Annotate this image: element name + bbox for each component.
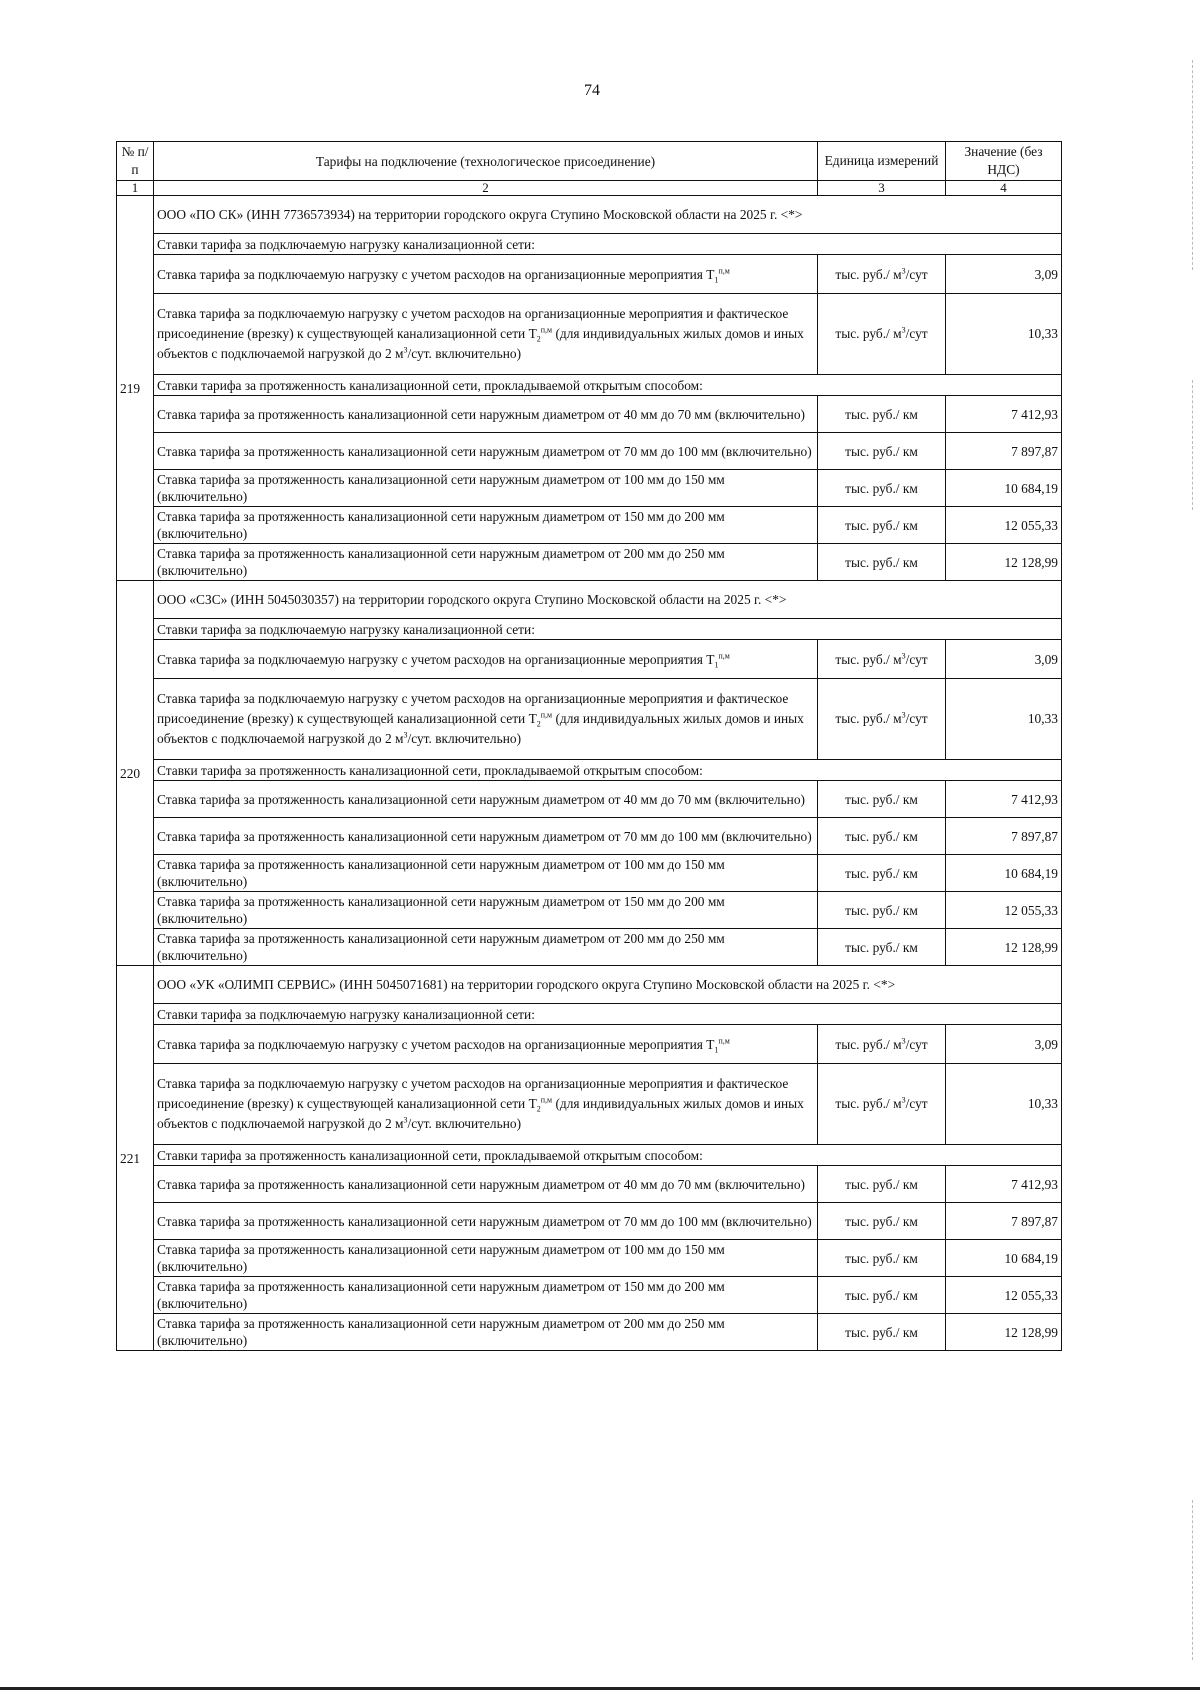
value-cell: 12 055,33: [946, 507, 1062, 544]
tariff-t2-description: Ставка тарифа за подключаемую нагрузку с учетом расходов на организационные мероприятия и фактическое присоединение (врезку) к существующей канализационной сети $T_2^{п,м}$ (для индивидуальных жилых домов и иных объектов с подключаемой нагрузкой до 2 $м^3$/сут. включительно): [154, 294, 818, 375]
unit-cell: тыс. руб./ км: [818, 892, 946, 929]
pipe-tariff-description: Ставка тарифа за протяженность канализационной сети наружным диаметром от 200 мм до 250 мм (включительно): [154, 544, 818, 581]
section-load-heading: Ставки тарифа за подключаемую нагрузку канализационной сети:: [154, 1004, 1062, 1025]
tariff-t2-description: Ставка тарифа за подключаемую нагрузку с учетом расходов на организационные мероприятия и фактическое присоединение (врезку) к существующей канализационной сети $T_2^{п,м}$ (для индивидуальных жилых домов и иных объектов с подключаемой нагрузкой до 2 $м^3$/сут. включительно): [154, 1064, 818, 1145]
pipe-tariff-description: Ставка тарифа за протяженность канализационной сети наружным диаметром от 150 мм до 200 мм (включительно): [154, 507, 818, 544]
unit-cell: тыс. руб./ $м^3$/сут: [818, 679, 946, 760]
section-length-heading: Ставки тарифа за протяженность канализационной сети, прокладываемой открытым способом:: [154, 375, 1062, 396]
pipe-tariff-description: Ставка тарифа за протяженность канализационной сети наружным диаметром от 100 мм до 150 мм (включительно): [154, 470, 818, 507]
table-row: [117, 781, 1062, 818]
pipe-tariff-description: Ставка тарифа за протяженность канализационной сети наружным диаметром от 40 мм до 70 мм (включительно): [154, 1166, 818, 1203]
scan-bottom-edge: [0, 1687, 1200, 1690]
value-cell: 10,33: [946, 679, 1062, 760]
table-row: [117, 1240, 1062, 1277]
value-cell: 12 128,99: [946, 929, 1062, 966]
scan-margin-mark: [1192, 60, 1194, 270]
section-row: [117, 619, 1062, 640]
unit-cell: тыс. руб./ км: [818, 855, 946, 892]
table-row: [117, 1277, 1062, 1314]
value-cell: 3,09: [946, 1025, 1062, 1064]
table-header-row: [117, 142, 1062, 181]
table-row: [117, 1314, 1062, 1351]
unit-cell: тыс. руб./ км: [818, 396, 946, 433]
tariff-t1-description: Ставка тарифа за подключаемую нагрузку с учетом расходов на организационные мероприятия $T_1^{п,м}$: [154, 1025, 818, 1064]
unit-cell: тыс. руб./ км: [818, 1240, 946, 1277]
table-row: [117, 855, 1062, 892]
scan-margin-mark: [1192, 1500, 1194, 1660]
table-row: [117, 1025, 1062, 1064]
pipe-tariff-description: Ставка тарифа за протяженность канализационной сети наружным диаметром от 100 мм до 150 мм (включительно): [154, 1240, 818, 1277]
section-length-heading: Ставки тарифа за протяженность канализационной сети, прокладываемой открытым способом:: [154, 1145, 1062, 1166]
value-cell: 10 684,19: [946, 855, 1062, 892]
unit-cell: тыс. руб./ км: [818, 1277, 946, 1314]
org-row: [117, 581, 1062, 619]
section-row: [117, 375, 1062, 396]
pipe-tariff-description: Ставка тарифа за протяженность канализационной сети наружным диаметром от 40 мм до 70 мм (включительно): [154, 781, 818, 818]
unit-cell: тыс. руб./ км: [818, 507, 946, 544]
section-row: [117, 1004, 1062, 1025]
value-cell: 12 128,99: [946, 1314, 1062, 1351]
unit-cell: тыс. руб./ км: [818, 781, 946, 818]
unit-cell: тыс. руб./ км: [818, 929, 946, 966]
page-number: 74: [584, 82, 600, 99]
value-cell: 7 412,93: [946, 396, 1062, 433]
value-cell: 3,09: [946, 255, 1062, 294]
org-number: 221: [117, 966, 154, 1351]
unit-cell: тыс. руб./ $м^3$/сут: [818, 255, 946, 294]
value-cell: 7 897,87: [946, 1203, 1062, 1240]
tariff-t2-description: Ставка тарифа за подключаемую нагрузку с учетом расходов на организационные мероприятия и фактическое присоединение (врезку) к существующей канализационной сети $T_2^{п,м}$ (для индивидуальных жилых домов и иных объектов с подключаемой нагрузкой до 2 $м^3$/сут. включительно): [154, 679, 818, 760]
value-cell: 7 412,93: [946, 781, 1062, 818]
table-row: [117, 396, 1062, 433]
pipe-tariff-description: Ставка тарифа за протяженность канализационной сети наружным диаметром от 70 мм до 100 мм (включительно): [154, 818, 818, 855]
column-number: 1: [117, 181, 154, 196]
column-number: 3: [818, 181, 946, 196]
value-cell: 12 128,99: [946, 544, 1062, 581]
header-col-value: Значение (без НДС): [946, 142, 1062, 181]
table-row: [117, 507, 1062, 544]
table-row: [117, 1166, 1062, 1203]
header-col-tariff: Тарифы на подключение (технологическое присоединение): [154, 142, 818, 181]
table-body: [117, 196, 1062, 1351]
unit-cell: тыс. руб./ км: [818, 433, 946, 470]
unit-cell: тыс. руб./ $м^3$/сут: [818, 294, 946, 375]
unit-cell: тыс. руб./ км: [818, 544, 946, 581]
org-row: [117, 966, 1062, 1004]
pipe-tariff-description: Ставка тарифа за протяженность канализационной сети наружным диаметром от 200 мм до 250 мм (включительно): [154, 1314, 818, 1351]
unit-cell: тыс. руб./ км: [818, 818, 946, 855]
pipe-tariff-description: Ставка тарифа за протяженность канализационной сети наружным диаметром от 100 мм до 150 мм (включительно): [154, 855, 818, 892]
pipe-tariff-description: Ставка тарифа за протяженность канализационной сети наружным диаметром от 150 мм до 200 мм (включительно): [154, 892, 818, 929]
table-row: [117, 818, 1062, 855]
org-title: ООО «ПО СК» (ИНН 7736573934) на территории городского округа Ступино Московской области на 2025 г. <*>: [154, 196, 1062, 234]
table-row: [117, 679, 1062, 760]
tariff-t1-description: Ставка тарифа за подключаемую нагрузку с учетом расходов на организационные мероприятия $T_1^{п,м}$: [154, 640, 818, 679]
unit-cell: тыс. руб./ км: [818, 1203, 946, 1240]
unit-cell: тыс. руб./ км: [818, 470, 946, 507]
table-row: [117, 640, 1062, 679]
org-title: ООО «СЗС» (ИНН 5045030357) на территории городского округа Ступино Московской области на 2025 г. <*>: [154, 581, 1062, 619]
column-number-row: [117, 181, 1062, 196]
table-row: [117, 1203, 1062, 1240]
table-row: [117, 294, 1062, 375]
org-row: [117, 196, 1062, 234]
tariff-t1-description: Ставка тарифа за подключаемую нагрузку с учетом расходов на организационные мероприятия $T_1^{п,м}$: [154, 255, 818, 294]
table-row: [117, 544, 1062, 581]
value-cell: 10,33: [946, 1064, 1062, 1145]
table-row: [117, 255, 1062, 294]
value-cell: 7 897,87: [946, 433, 1062, 470]
table-row: [117, 433, 1062, 470]
section-load-heading: Ставки тарифа за подключаемую нагрузку канализационной сети:: [154, 619, 1062, 640]
table-row: [117, 929, 1062, 966]
value-cell: 10 684,19: [946, 470, 1062, 507]
value-cell: 7 897,87: [946, 818, 1062, 855]
tariff-table: [116, 141, 1062, 1351]
value-cell: 10 684,19: [946, 1240, 1062, 1277]
value-cell: 10,33: [946, 294, 1062, 375]
pipe-tariff-description: Ставка тарифа за протяженность канализационной сети наружным диаметром от 70 мм до 100 мм (включительно): [154, 1203, 818, 1240]
org-number: 220: [117, 581, 154, 966]
unit-cell: тыс. руб./ $м^3$/сут: [818, 640, 946, 679]
scan-margin-mark: [1192, 380, 1194, 510]
table-row: [117, 892, 1062, 929]
pipe-tariff-description: Ставка тарифа за протяженность канализационной сети наружным диаметром от 70 мм до 100 мм (включительно): [154, 433, 818, 470]
value-cell: 12 055,33: [946, 1277, 1062, 1314]
pipe-tariff-description: Ставка тарифа за протяженность канализационной сети наружным диаметром от 200 мм до 250 мм (включительно): [154, 929, 818, 966]
org-title: ООО «УК «ОЛИМП СЕРВИС» (ИНН 5045071681) на территории городского округа Ступино Московской области на 2025 г. <*>: [154, 966, 1062, 1004]
org-number: 219: [117, 196, 154, 581]
unit-cell: тыс. руб./ $м^3$/сут: [818, 1025, 946, 1064]
value-cell: 12 055,33: [946, 892, 1062, 929]
unit-cell: тыс. руб./ км: [818, 1314, 946, 1351]
section-length-heading: Ставки тарифа за протяженность канализационной сети, прокладываемой открытым способом:: [154, 760, 1062, 781]
header-col-unit: Единица измерений: [818, 142, 946, 181]
section-row: [117, 1145, 1062, 1166]
section-row: [117, 234, 1062, 255]
column-number: 4: [946, 181, 1062, 196]
table-row: [117, 1064, 1062, 1145]
section-load-heading: Ставки тарифа за подключаемую нагрузку канализационной сети:: [154, 234, 1062, 255]
header-col-no: № п/п: [117, 142, 154, 181]
unit-cell: тыс. руб./ $м^3$/сут: [818, 1064, 946, 1145]
value-cell: 7 412,93: [946, 1166, 1062, 1203]
unit-cell: тыс. руб./ км: [818, 1166, 946, 1203]
column-number: 2: [154, 181, 818, 196]
section-row: [117, 760, 1062, 781]
pipe-tariff-description: Ставка тарифа за протяженность канализационной сети наружным диаметром от 40 мм до 70 мм (включительно): [154, 396, 818, 433]
pipe-tariff-description: Ставка тарифа за протяженность канализационной сети наружным диаметром от 150 мм до 200 мм (включительно): [154, 1277, 818, 1314]
table-row: [117, 470, 1062, 507]
value-cell: 3,09: [946, 640, 1062, 679]
